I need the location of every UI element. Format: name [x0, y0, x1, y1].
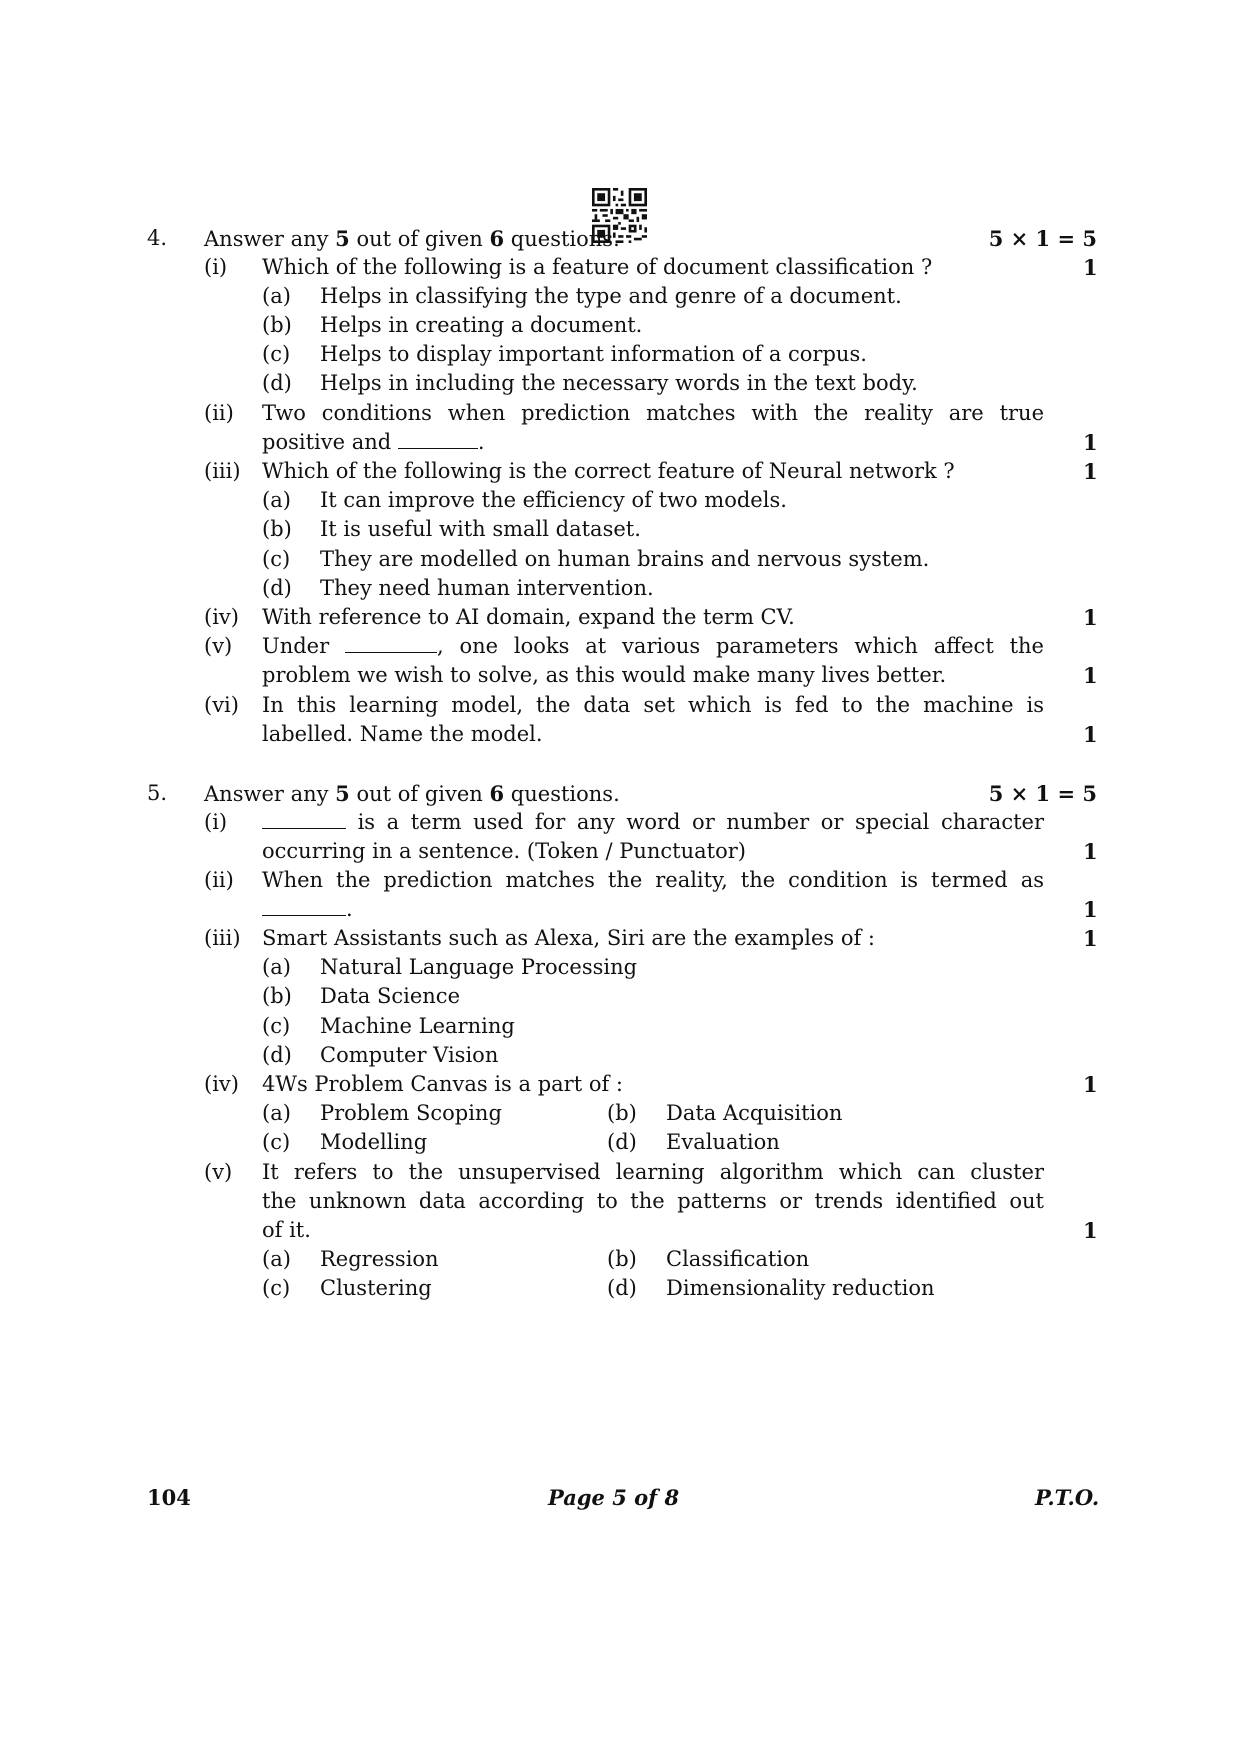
sub-question-number: (iii) [204, 459, 241, 483]
sub-question-text: . [262, 895, 353, 924]
option-label: (c) [262, 547, 291, 571]
sub-question-text: is a term used for any word or number or special character [262, 808, 1044, 837]
option-label: (d) [607, 1276, 637, 1300]
sub-question-text: 4Ws Problem Canvas is a part of : [262, 1072, 623, 1096]
option-label: (a) [262, 1101, 291, 1125]
option-text: Helps in classifying the type and genre of a document. [320, 284, 902, 308]
option-text: Dimensionality reduction [666, 1276, 935, 1300]
sub-question-marks: 1 [1083, 926, 1098, 951]
option-label: (b) [607, 1247, 637, 1271]
answer-blank [345, 632, 437, 653]
option-label: (c) [262, 1014, 291, 1038]
sub-question-4-iv [0, 603, 1241, 633]
option-text: It can improve the efficiency of two models. [320, 488, 787, 512]
question-instruction: Answer any 5 out of given 6 questions. [204, 781, 620, 806]
paper-code: 104 [147, 1485, 191, 1510]
sub-question-marks: 1 [1083, 605, 1098, 630]
sub-question-5-v-cont [0, 1187, 1241, 1217]
option-text: Machine Learning [320, 1014, 515, 1038]
option-label: (b) [262, 313, 292, 337]
sub-question-marks: 1 [1083, 897, 1098, 922]
sub-question-text: problem we wish to solve, as this would make many lives better. [262, 663, 947, 687]
sub-question-text: Which of the following is the correct feature of Neural network ? [262, 459, 955, 483]
option-text: Problem Scoping [320, 1101, 502, 1125]
answer-blank [262, 808, 346, 829]
option [0, 545, 1241, 575]
sub-question-5-iv [0, 1070, 1241, 1100]
option-text: They need human intervention. [320, 576, 654, 600]
option [0, 574, 1241, 604]
sub-question-5-v [0, 1158, 1241, 1188]
sub-question-text: Two conditions when prediction matches with the reality are true [262, 401, 1044, 425]
sub-question-text: occurring in a sentence. (Token / Punctuator) [262, 839, 746, 863]
sub-question-number: (ii) [204, 868, 234, 892]
sub-question-text: Smart Assistants such as Alexa, Siri are the examples of : [262, 926, 875, 950]
sub-question-number: (iv) [204, 1072, 239, 1096]
sub-question-number: (v) [204, 1160, 233, 1184]
sub-question-5-i-cont [0, 837, 1241, 867]
sub-question-marks: 1 [1083, 1218, 1098, 1243]
sub-question-5-ii [0, 866, 1241, 896]
sub-question-marks: 1 [1083, 663, 1098, 688]
option-label: (b) [262, 517, 292, 541]
option-text: Clustering [320, 1276, 432, 1300]
q5-header [147, 779, 1097, 809]
pto-label: P.T.O. [1035, 1485, 1100, 1510]
sub-question-text: the unknown data according to the patterns or trends identified out [262, 1189, 1044, 1213]
option-label: (d) [262, 576, 292, 600]
sub-question-number: (i) [204, 810, 228, 834]
option-label: (b) [607, 1101, 637, 1125]
sub-question-number: (vi) [204, 693, 239, 717]
option-text: Data Science [320, 984, 460, 1008]
option [0, 486, 1241, 516]
option-label: (a) [262, 488, 291, 512]
sub-question-text: In this learning model, the data set which is fed to the machine is [262, 693, 1044, 717]
option-row [0, 1245, 1241, 1275]
option-label: (d) [607, 1130, 637, 1154]
option-text: Modelling [320, 1130, 428, 1154]
sub-question-4-v-cont [0, 661, 1241, 691]
sub-question-text: It refers to the unsupervised learning algorithm which can cluster [262, 1160, 1044, 1184]
option [0, 282, 1241, 312]
sub-question-marks: 1 [1083, 839, 1098, 864]
sub-question-number: (v) [204, 634, 233, 658]
sub-question-number: (iv) [204, 605, 239, 629]
option-label: (d) [262, 371, 292, 395]
option-label: (c) [262, 342, 291, 366]
answer-blank [398, 428, 478, 449]
page-number: Page 5 of 8 [548, 1485, 680, 1510]
option-row [0, 1099, 1241, 1129]
option [0, 953, 1241, 983]
option-label: (a) [262, 284, 291, 308]
option-text: Data Acquisition [666, 1101, 843, 1125]
option-text: Helps to display important information of a corpus. [320, 342, 867, 366]
option-text: Natural Language Processing [320, 955, 638, 979]
option-text: They are modelled on human brains and nervous system. [320, 547, 930, 571]
option-label: (a) [262, 955, 291, 979]
sub-question-marks: 1 [1083, 430, 1098, 455]
sub-question-5-iii [0, 924, 1241, 954]
sub-question-4-ii-cont [0, 428, 1241, 458]
option [0, 1012, 1241, 1042]
option [0, 515, 1241, 545]
q4-header [147, 224, 1097, 254]
question-marks: 5 × 1 = 5 [988, 781, 1097, 806]
option-label: (a) [262, 1247, 291, 1271]
question-number: 4. [147, 226, 168, 250]
sub-question-text: of it. [262, 1218, 311, 1242]
option-text: Classification [666, 1247, 810, 1271]
sub-question-4-i [0, 253, 1241, 283]
answer-blank [262, 895, 346, 916]
sub-question-number: (i) [204, 255, 228, 279]
question-marks: 5 × 1 = 5 [988, 226, 1097, 251]
sub-question-5-v-cont [0, 1216, 1241, 1246]
sub-question-5-i [0, 808, 1241, 838]
sub-question-text: Under , one looks at various parameters which affect the [262, 634, 1044, 658]
option [0, 982, 1241, 1012]
option-row [0, 1128, 1241, 1158]
sub-question-text: With reference to AI domain, expand the term CV. [262, 605, 795, 629]
sub-question-marks: 1 [1083, 459, 1098, 484]
sub-question-marks: 1 [1083, 722, 1098, 747]
question-instruction: Answer any 5 out of given 6 questions. [204, 226, 620, 251]
option [0, 340, 1241, 370]
sub-question-number: (ii) [204, 401, 234, 425]
sub-question-text: When the prediction matches the reality, the condition is termed as [262, 868, 1044, 892]
option-label: (b) [262, 984, 292, 1008]
sub-question-number: (iii) [204, 926, 241, 950]
sub-question-4-v [0, 632, 1241, 662]
option-row [0, 1274, 1241, 1304]
option-text: Regression [320, 1247, 439, 1271]
option-text: Evaluation [666, 1130, 780, 1154]
question-number: 5. [147, 781, 168, 805]
sub-question-text: positive and . [262, 430, 485, 454]
option-text: It is useful with small dataset. [320, 517, 641, 541]
option [0, 369, 1241, 399]
option-text: Helps in creating a document. [320, 313, 643, 337]
option-text: Computer Vision [320, 1043, 499, 1067]
sub-question-5-ii-cont [0, 895, 1241, 925]
sub-question-4-ii [0, 399, 1241, 429]
sub-question-text: Which of the following is a feature of document classification ? [262, 255, 933, 279]
option [0, 1041, 1241, 1071]
sub-question-4-vi [0, 691, 1241, 721]
sub-question-4-vi-cont [0, 720, 1241, 750]
option-text: Helps in including the necessary words in the text body. [320, 371, 918, 395]
option-label: (c) [262, 1130, 291, 1154]
option-label: (d) [262, 1043, 292, 1067]
sub-question-text: labelled. Name the model. [262, 722, 543, 746]
sub-question-marks: 1 [1083, 1072, 1098, 1097]
sub-question-marks: 1 [1083, 255, 1098, 280]
sub-question-4-iii [0, 457, 1241, 487]
option-label: (c) [262, 1276, 291, 1300]
option [0, 311, 1241, 341]
